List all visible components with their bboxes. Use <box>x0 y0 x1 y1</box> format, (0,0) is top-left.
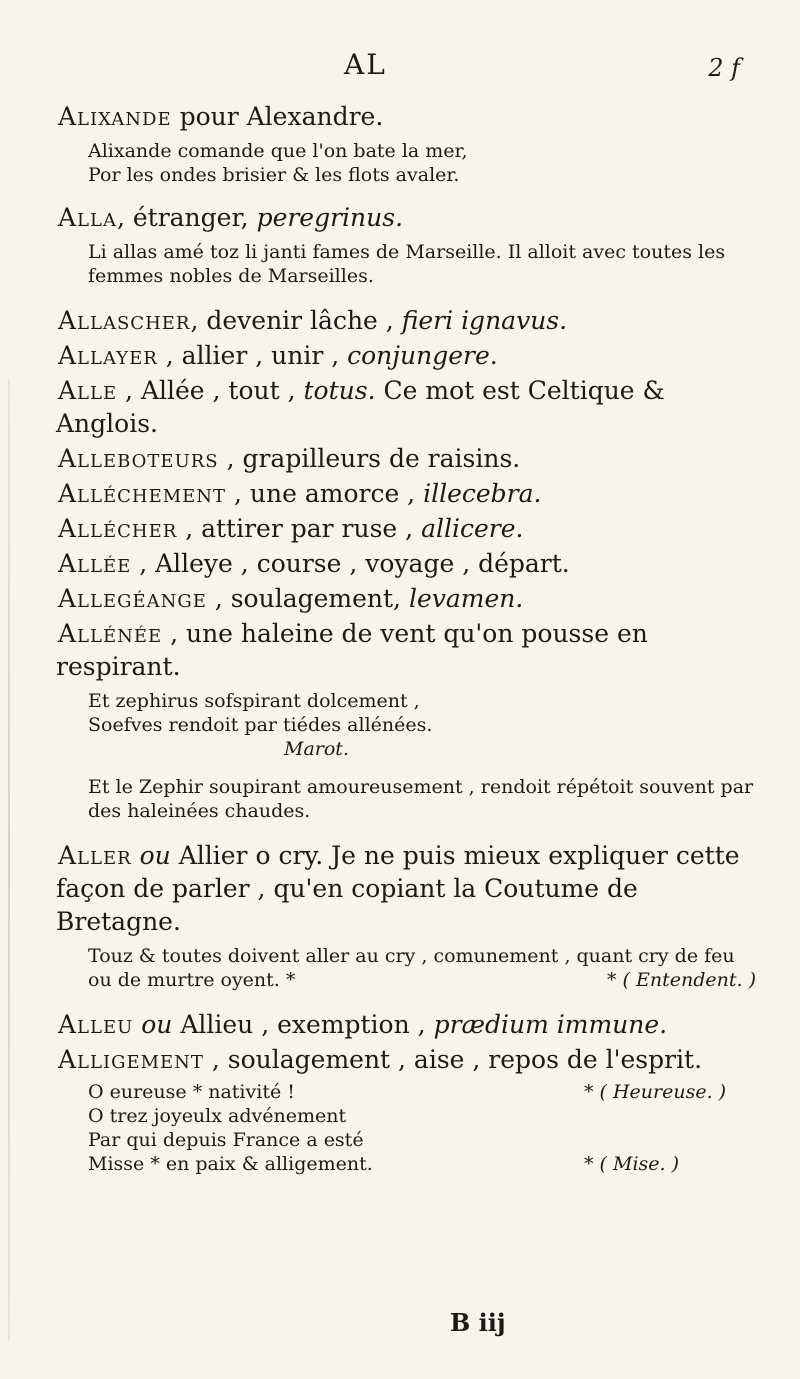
definition: , devenir lâche , <box>190 306 402 335</box>
headword: Allayer <box>58 341 158 370</box>
footnote: * ( Entendent. ) <box>607 969 756 991</box>
headword: Alléchement <box>58 479 227 508</box>
latin-gloss: allicere. <box>421 514 524 543</box>
entry-allascher <box>56 304 756 337</box>
latin-gloss: prædium immune. <box>433 1010 668 1039</box>
headword: Alle <box>58 376 118 405</box>
quote-line: Por les ondes brisier & les flots avaler. <box>88 164 460 186</box>
headword: Alleu <box>58 1010 134 1039</box>
headword: Allegéange <box>58 584 207 613</box>
entry-allee <box>56 547 756 580</box>
entry-alleu <box>56 1008 756 1041</box>
entry-alle <box>56 374 756 440</box>
latin-gloss: fieri ignavus. <box>401 306 568 335</box>
definition: Allier o cry. Je ne puis mieux expliquer cette façon de parler , qu'en copiant la Coutume de Bretagne. <box>56 841 740 936</box>
latin-gloss: peregrinus. <box>256 203 404 232</box>
entry-allegeange <box>56 582 756 615</box>
headword: Allée <box>58 549 132 578</box>
definition: , Alleye , course , voyage , départ. <box>131 549 570 578</box>
quote-line: Soefves rendoit par tiédes allénées. <box>88 714 433 736</box>
page-gutter-shadow <box>8 380 10 1340</box>
headword: Alla <box>58 203 117 232</box>
footnote: * ( Heureuse. ) <box>584 1081 727 1103</box>
definition: pour Alexandre. <box>171 102 384 131</box>
quote-text: Touz & toutes doivent aller au cry , comunement , quant cry de feu ou de murtre oyent. * <box>88 945 735 991</box>
footnote: * ( Mise. ) <box>584 1153 680 1175</box>
quotation <box>88 139 756 187</box>
quote-line: Alixande comande que l'on bate la mer, <box>88 140 468 162</box>
entry-alleboteurs <box>56 442 756 475</box>
entry-alla <box>56 201 756 234</box>
definition: , allier , unir , <box>157 341 348 370</box>
latin-gloss: levamen. <box>408 584 524 613</box>
entry-alixande <box>56 100 756 133</box>
headword: Alligement <box>58 1045 204 1074</box>
conjunction: ou <box>139 841 171 870</box>
definition: , soulagement, <box>206 584 409 613</box>
definition-note: Ce mot est Celtique & Anglois. <box>56 376 665 438</box>
poem-line: O trez joyeulx advénement <box>88 1105 347 1127</box>
headword: Alixande <box>58 102 172 131</box>
definition: , soulagement , aise , repos de l'esprit. <box>203 1045 703 1074</box>
latin-gloss: illecebra. <box>423 479 542 508</box>
quote-line: Et zephirus sofspirant dolcement , <box>88 690 420 712</box>
definition: Allieu , exemption , <box>172 1010 434 1039</box>
definition: , une amorce , <box>226 479 424 508</box>
translation: Et le Zephir soupirant amoureusement , rendoit répétoit souvent par des haleinées chaudes. <box>88 776 754 822</box>
running-head: AL <box>344 48 387 81</box>
signature-mark: B iij <box>450 1308 506 1337</box>
quotation: Li allas amé toz li janti fames de Marseille. Il alloit avec toutes les femmes nobles de Marseilles. <box>88 241 726 287</box>
dictionary-body <box>56 100 756 1180</box>
poem-quotation <box>88 1080 756 1180</box>
conjunction: ou <box>141 1010 173 1039</box>
poem-line: Par qui depuis France a esté <box>88 1129 364 1151</box>
page-number: 2 f <box>708 54 740 82</box>
headword: Alleboteurs <box>58 444 219 473</box>
headword: Allécher <box>58 514 178 543</box>
headword: Aller <box>58 841 132 870</box>
definition: , grapilleurs de raisins. <box>218 444 521 473</box>
quotation <box>88 689 756 761</box>
definition: , étranger, <box>116 203 257 232</box>
latin-gloss: totus. <box>303 376 376 405</box>
definition: , Allée , tout , <box>117 376 304 405</box>
headword: Allascher <box>58 306 191 335</box>
entry-allayer <box>56 339 756 372</box>
poem-line: O eureuse * nativité ! <box>88 1081 295 1103</box>
quotation <box>88 944 756 992</box>
definition: , attirer par ruse , <box>177 514 422 543</box>
definition: , une haleine de vent qu'on pousse en respirant. <box>56 619 648 681</box>
entry-allecher <box>56 512 756 545</box>
latin-gloss: conjungere. <box>347 341 498 370</box>
headword: Allénée <box>58 619 163 648</box>
entry-alligement <box>56 1043 756 1076</box>
poem-line: Misse * en paix & alligement. <box>88 1153 373 1175</box>
entry-aller <box>56 839 756 938</box>
page-header <box>0 48 800 88</box>
entry-allechement <box>56 477 756 510</box>
quote-author: Marot. <box>284 738 349 760</box>
entry-allenee <box>56 617 756 683</box>
